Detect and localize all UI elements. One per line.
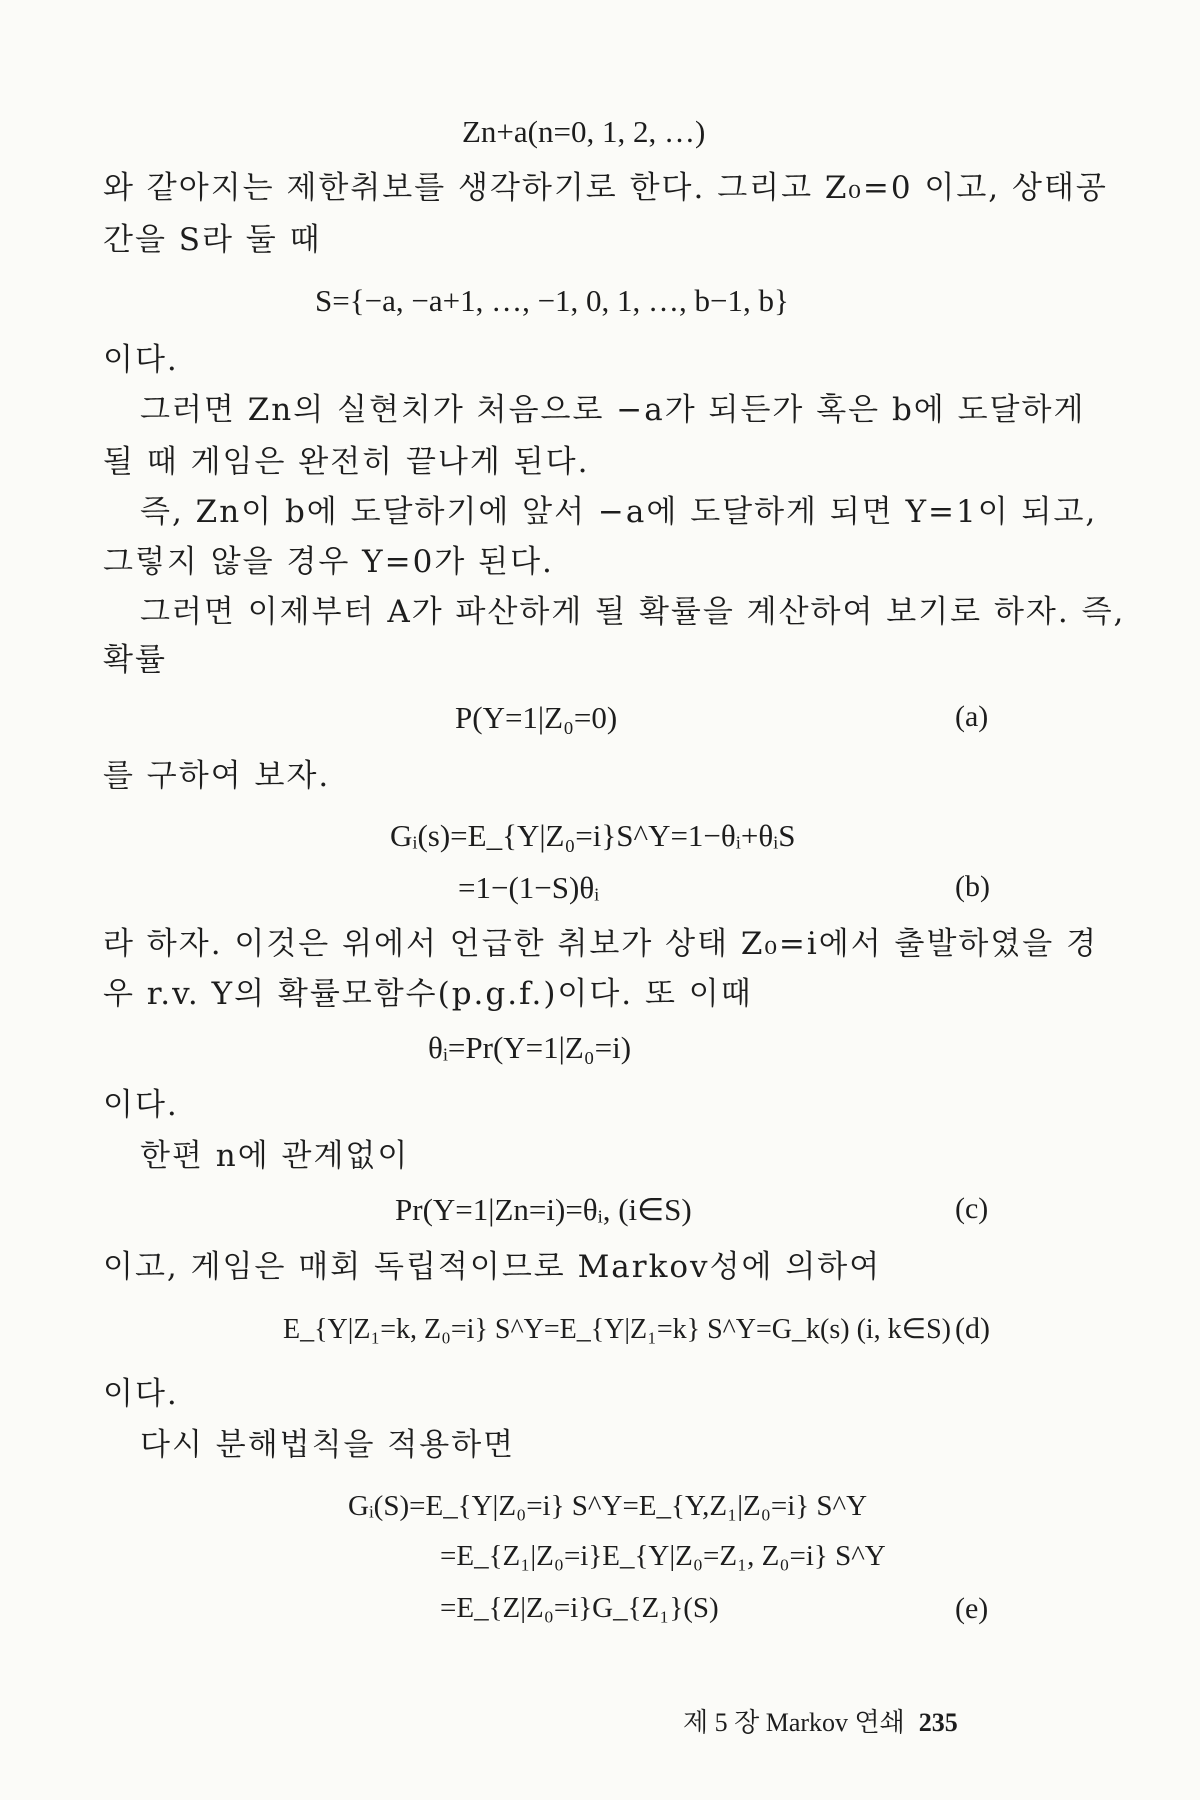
equation-label-b: (b) [955, 870, 990, 903]
chapter-title: 제 5 장 Markov 연쇄 [683, 1708, 905, 1737]
paragraph-line: 이다. [103, 1376, 179, 1412]
page-footer [683, 1702, 958, 1739]
equation-theta: θᵢ=Pr(Y=1|Z₀=i) [428, 1030, 632, 1065]
paragraph-line: 이고, 게임은 매회 독립적이므로 Markov성에 의하여 [103, 1249, 882, 1285]
paragraph-line: 간을 S라 둘 때 [103, 222, 322, 258]
paragraph-line: 확률 [103, 642, 167, 678]
paragraph-line: 그러면 Zn의 실현치가 처음으로 −a가 되든가 혹은 b에 도달하게 [140, 392, 1086, 428]
paragraph-line: 한편 n에 관계없이 [140, 1138, 410, 1174]
equation-d: E_{Y|Z₁=k, Z₀=i} S^Y=E_{Y|Z₁=k} S^Y=G_k(s) (i, k∈S) [283, 1314, 951, 1345]
paragraph-line: 즉, Zn이 b에 도달하기에 앞서 −a에 도달하게 되면 Y=1이 되고, [140, 494, 1098, 530]
equation-label-d: (d) [955, 1312, 990, 1345]
equation-top: Zn+a(n=0, 1, 2, …) [462, 114, 706, 149]
paragraph-line: 라 하자. 이것은 위에서 언급한 취보가 상태 Z₀=i에서 출발하였을 경 [103, 926, 1099, 962]
equation-e-line3: =E_{Z|Z₀=i}G_{Z₁}(S) [440, 1592, 719, 1624]
equation-b-line2: =1−(1−S)θᵢ [458, 870, 600, 905]
paragraph-line: 다시 분해법칙을 적용하면 [140, 1427, 516, 1463]
paragraph-line: 될 때 게임은 완전히 끝나게 된다. [103, 444, 590, 480]
equation-e-line1: Gᵢ(S)=E_{Y|Z₀=i} S^Y=E_{Y,Z₁|Z₀=i} S^Y [348, 1490, 868, 1522]
equation-c: Pr(Y=1|Zn=i)=θᵢ, (i∈S) [395, 1192, 692, 1227]
page-number: 235 [918, 1708, 958, 1737]
paragraph-line: 그러면 이제부터 A가 파산하게 될 확률을 계산하여 보기로 하자. 즉, [140, 594, 1126, 630]
equation-e-line2: =E_{Z₁|Z₀=i}E_{Y|Z₀=Z₁, Z₀=i} S^Y [440, 1540, 886, 1572]
paragraph-line: 그렇지 않을 경우 Y=0가 된다. [103, 544, 554, 580]
equation-label-a: (a) [955, 700, 989, 733]
paragraph-line: 를 구하여 보자. [103, 758, 331, 794]
paragraph-line: 이다. [103, 1087, 179, 1123]
paragraph-line: 우 r.v. Y의 확률모함수(p.g.f.)이다. 또 이때 [103, 976, 753, 1012]
equation-b-line1: Gᵢ(s)=E_{Y|Z₀=i}S^Y=1−θᵢ+θᵢS [390, 818, 796, 853]
paragraph-line: 이다. [103, 342, 179, 378]
equation-label-e: (e) [955, 1592, 989, 1625]
equation-a: P(Y=1|Z₀=0) [455, 700, 618, 735]
paragraph-line: 와 같아지는 제한취보를 생각하기로 한다. 그리고 Z₀=0 이고, 상태공 [103, 170, 1108, 206]
equation-state-space: S={−a, −a+1, …, −1, 0, 1, …, b−1, b} [315, 283, 789, 318]
equation-label-c: (c) [955, 1192, 989, 1225]
